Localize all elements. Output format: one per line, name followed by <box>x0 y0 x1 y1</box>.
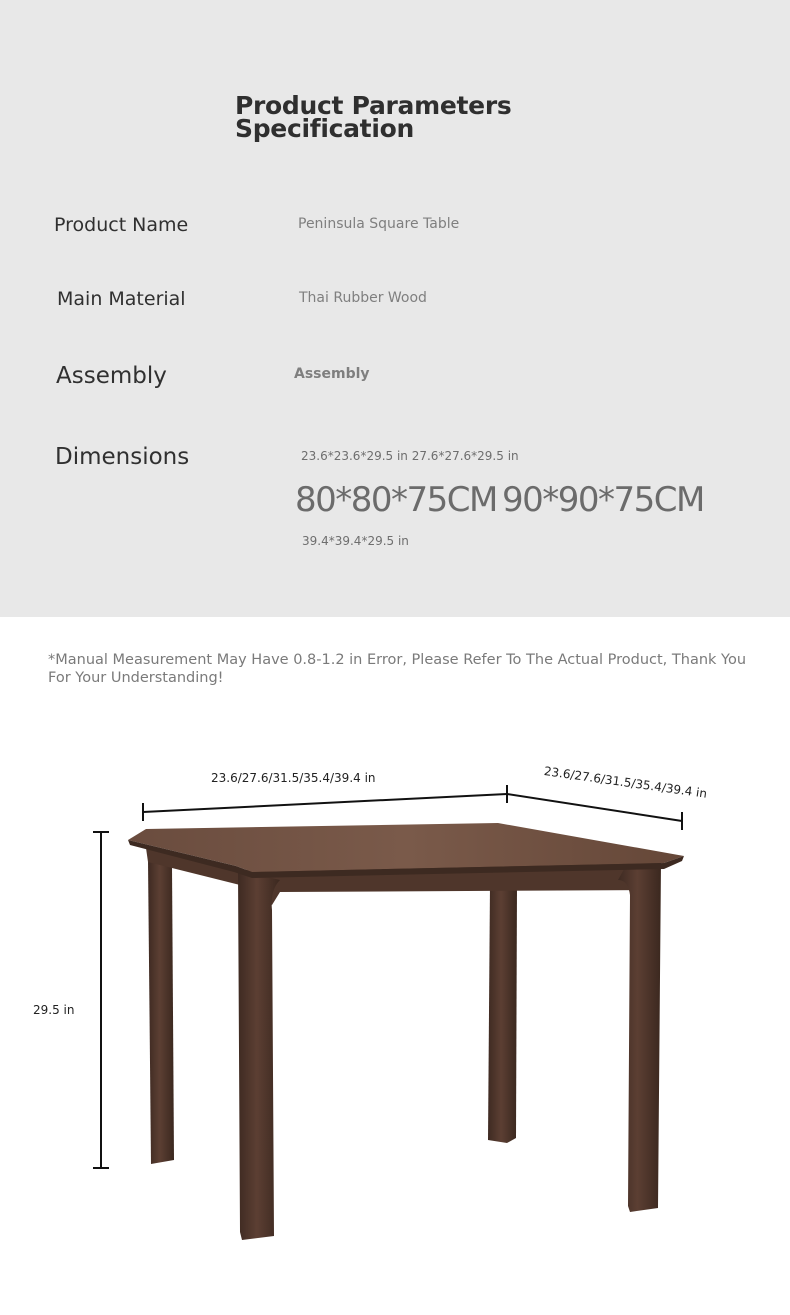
spec-title-line1: Product Parameters <box>235 91 512 120</box>
dimensions-size-90: 90*90*75CM <box>502 480 704 520</box>
height-dimension-line <box>93 832 109 1168</box>
table-leg-back-right <box>488 885 517 1143</box>
spec-value: Peninsula Square Table <box>298 216 460 232</box>
dimensions-inches-line1: 23.6*23.6*29.5 in 27.6*27.6*29.5 in <box>301 449 519 463</box>
width-dimension-line <box>143 785 507 821</box>
table-leg-front-left <box>238 870 280 1240</box>
table-leg-front-right <box>618 862 661 1212</box>
width-label: 23.6/27.6/31.5/35.4/39.4 in <box>211 771 376 785</box>
dimensions-size-80: 80*80*75CM <box>295 480 497 520</box>
spec-title-line2: Specification <box>235 114 414 143</box>
height-label: 29.5 in <box>33 1003 75 1017</box>
spec-value: Thai Rubber Wood <box>299 290 427 306</box>
spec-label: Main Material <box>57 288 186 310</box>
spec-label: Product Name <box>54 214 189 236</box>
table-leg-back-left <box>148 860 174 1164</box>
depth-dimension-line <box>507 794 682 830</box>
spec-label: Assembly <box>56 363 167 389</box>
measurement-note: *Manual Measurement May Have 0.8-1.2 in Error, Please Refer To The Actual Product, Thank You For Your Understanding! <box>48 652 747 686</box>
spec-value: Assembly <box>294 366 370 382</box>
spec-label: Dimensions <box>55 444 190 470</box>
dimensions-inches-line2: 39.4*39.4*29.5 in <box>302 534 409 548</box>
depth-label: 23.6/27.6/31.5/35.4/39.4 in <box>543 764 708 801</box>
